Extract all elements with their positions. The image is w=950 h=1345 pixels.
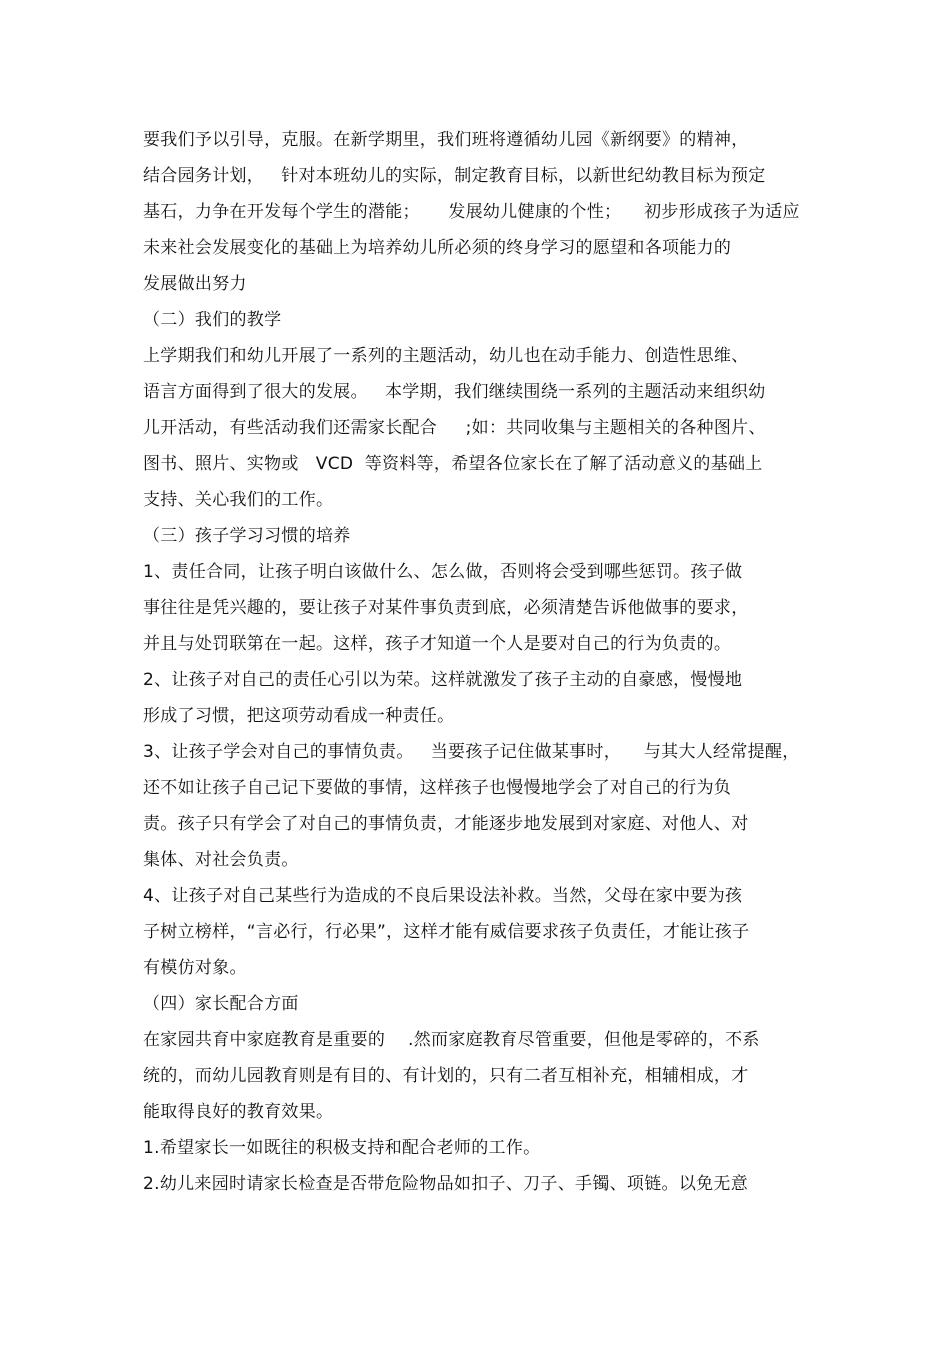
paragraph-line: 4、让孩子对自己某些行为造成的不良后果设法补救。当然，父母在家中要为孩 (143, 886, 743, 906)
section-heading: （二）我们的教学 (143, 310, 282, 330)
paragraph-line: 上学期我们和幼儿开展了一系列的主题活动，幼儿也在动手能力、创造性思维、 (143, 346, 749, 366)
paragraph-line: 发展做出努力 (143, 274, 247, 294)
section-heading: （三）孩子学习习惯的培养 (143, 526, 351, 546)
paragraph-line: 还不如让孩子自己记下要做的事情，这样孩子也慢慢地学会了对自己的行为负 (143, 778, 732, 798)
paragraph-line: 2、让孩子对自己的责任心引以为荣。这样就激发了孩子主动的自豪感，慢慢地 (143, 670, 743, 690)
paragraph-line: 集体、对社会负责。 (143, 850, 299, 870)
paragraph-line: 语言方面得到了很大的发展。 本学期，我们继续围绕一系列的主题活动来组织幼 (143, 382, 766, 402)
paragraph-line: 有模仿对象。 (143, 958, 247, 978)
paragraph-line: 基石，力争在开发每个学生的潜能； 发展幼儿健康的个性； 初步形成孩子为适应 (143, 202, 800, 222)
paragraph-line: 责。孩子只有学会了对自己的事情负责，才能逐步地发展到对家庭、对他人、对 (143, 814, 749, 834)
paragraph-line: 在家园共育中家庭教育是重要的 .然而家庭教育尽管重要，但他是零碎的，不系 (143, 1030, 760, 1050)
paragraph-line: 子树立榜样，“言必行，行必果”，这样才能有威信要求孩子负责任，才能让孩子 (143, 922, 750, 942)
paragraph-line: 并且与处罚联第在一起。这样，孩子才知道一个人是要对自己的行为负责的。 (143, 634, 732, 654)
paragraph-line: 3、让孩子学会对自己的事情负责。 当要孩子记住做某事时， 与其大人经常提醒， (143, 742, 800, 762)
paragraph-line: 形成了习惯，把这项劳动看成一种责任。 (143, 706, 455, 726)
paragraph-line: 统的，而幼儿园教育则是有目的、有计划的，只有二者互相补充，相辅相成，才 (143, 1066, 749, 1086)
paragraph-line: 儿开活动，有些活动我们还需家长配合 ;如：共同收集与主题相关的各种图片、 (143, 418, 766, 438)
paragraph-line: 事往往是凭兴趣的，要让孩子对某件事负责到底，必须清楚告诉他做事的要求， (143, 598, 749, 618)
paragraph-line: 2.幼儿来园时请家长检查是否带危险物品如扣子、刀子、手镯、项链。以免无意 (143, 1174, 749, 1194)
paragraph-line: 要我们予以引导，克服。在新学期里，我们班将遵循幼儿园《新纲要》的精神， (143, 130, 749, 150)
paragraph-line: 支持、关心我们的工作。 (143, 490, 334, 510)
paragraph-line: 图书、照片、实物或 VCD 等资料等，希望各位家长在了解了活动意义的基础上 (143, 454, 763, 474)
paragraph-line: 能取得良好的教育效果。 (143, 1102, 334, 1122)
section-heading: （四）家长配合方面 (143, 994, 299, 1014)
paragraph-line: 未来社会发展变化的基础上为培养幼儿所必须的终身学习的愿望和各项能力的 (143, 238, 732, 258)
paragraph-line: 结合园务计划， 针对本班幼儿的实际，制定教育目标，以新世纪幼教目标为预定 (143, 166, 766, 186)
paragraph-line: 1.希望家长一如既往的积极支持和配合老师的工作。 (143, 1138, 541, 1158)
paragraph-line: 1、责任合同，让孩子明白该做什么、怎么做，否则将会受到哪些惩罚。孩子做 (143, 562, 743, 582)
